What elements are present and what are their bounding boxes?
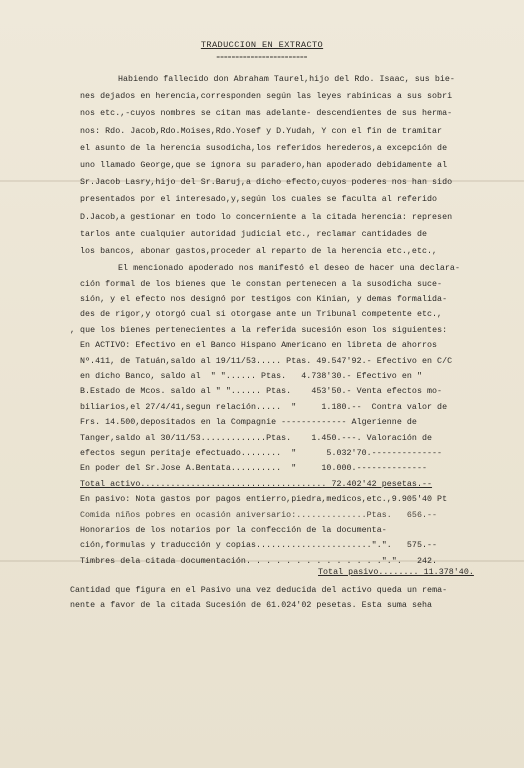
text-line: uno llamado George,que se ignora su paradero,han apoderado debidamente al xyxy=(80,161,448,170)
text-line: el asunto de la herencia susodicha,los referidos herederos,a excepción de xyxy=(80,143,448,153)
ledger-line: biliarios,el 27/4/41,segun relación..... " 1.180.-- Contra valor de xyxy=(80,402,448,412)
total-activo: Total activo..................................... 72.402'42 pesetas.-- xyxy=(80,479,433,489)
text-line: D.Jacob,a gestionar en todo lo concerniente a la citada herencia: represen xyxy=(80,212,453,222)
text-line: sión, y el efecto nos designó por testigos con Kinian, y demas formalida- xyxy=(80,295,448,304)
text-line: Habiendo fallecido don Abraham Taurel,hijo del Rdo. Isaac, sus bie- xyxy=(118,75,455,84)
ledger-line: Honorarios de los notarios por la confección de la documenta- xyxy=(80,526,387,535)
ledger-line: Nº.411, de Tatuán,saldo al 19/11/53..... Ptas. 49.547'92.- Efectivo en C/C xyxy=(80,356,453,366)
ledger-line: B.Estado de Mcos. saldo al " "...... Ptas. 453'50.- Venta efectos mo- xyxy=(80,387,443,397)
ledger-line: En ACTIVO: Efectivo en el Banco Hispano Americano en libreta de ahorros xyxy=(80,341,438,351)
ledger-line: En poder del Sr.Jose A.Bentata.......... " 10.000.-------------- xyxy=(80,464,427,474)
ledger-line: Timbres dela citada documentación. . . . . . . . . . . . . .".". 242. xyxy=(80,556,438,566)
text-line: nos etc.,-cuyos nombres se citan mas adelante- descendientes de sus herma- xyxy=(80,109,453,119)
text-line: tarlos ante cualquier autoridad judicial etc., reclamar cantidades de xyxy=(80,229,427,239)
ledger-line: en dicho Banco, saldo al " "...... Ptas. 4.738'30.- Efectivo en " xyxy=(80,372,422,381)
text-line: los bancos, abonar gastos,proceder al reparto de la herencia etc.,etc., xyxy=(80,247,438,256)
text-line: Sr.Jacob Lasry,hijo del Sr.Baruj,a dicho efecto,cuyos poderes nos han sido xyxy=(80,178,453,188)
ledger-line: ción,formulas y traducción y copias.......................".". 575.-- xyxy=(80,541,438,551)
total-pasivo: Total pasivo........ 11.378'40. xyxy=(318,568,474,578)
text-line: ción formal de los bienes que le constan pertenecen a la susodicha suce- xyxy=(80,279,443,289)
text-line: presentados por el interesado,y,según los cuales se faculta al referido xyxy=(80,195,438,205)
text-line: El mencionado apoderado nos manifestó el deseo de hacer una declara- xyxy=(118,264,460,274)
ledger-line: Tanger,saldo al 30/11/53.............Ptas. 1.450.---. Valoración de xyxy=(80,433,433,443)
text-line: , que los bienes pertenecientes a la referida sucesión eson los siguientes: xyxy=(70,325,448,335)
text-line: Cantidad que figura en el Pasivo una vez deducida del activo queda un rema- xyxy=(70,585,448,595)
text-line: nes dejados en herencia,corresponden según las leyes rabínicas a sus sobri xyxy=(80,92,453,102)
ledger-line: En pasivo: Nota gastos por pagos entierro,piedra,medicos,etc.,9.905'40 Pt xyxy=(80,495,448,505)
ledger-line: Comida niños pobres en ocasión aniversario:..............Ptas. 656.-- xyxy=(80,510,438,520)
text-line: des de rigor,y otorgó cual si otorgase ante un Tribunal competente etc., xyxy=(80,310,443,320)
title-underline: ======================== xyxy=(216,54,308,61)
text-line: nos: Rdo. Jacob,Rdo.Moises,Rdo.Yosef y D.Yudah, Y con el fin de tramitar xyxy=(80,126,443,136)
document-title: TRADUCCION EN EXTRACTO xyxy=(200,40,324,50)
ledger-line: efectos segun peritaje efectuado........ " 5.032'70.-------------- xyxy=(80,449,443,458)
text-line: nente a favor de la citada Sucesión de 61.024'02 pesetas. Esta suma seha xyxy=(70,601,433,610)
ledger-line: Frs. 14.500,depositados en la Compagnie ------------- Algerienne de xyxy=(80,418,417,428)
